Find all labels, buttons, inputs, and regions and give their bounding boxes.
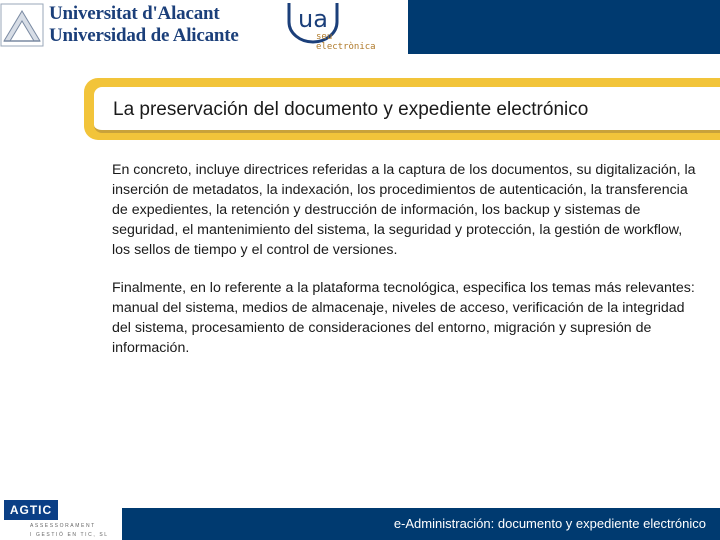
university-name-valencian: Universitat d'Alacant (49, 3, 220, 24)
slide-title: La preservación del documento y expediente electrónico (113, 99, 589, 120)
agtic-label: AGTIC (4, 500, 58, 520)
university-name (49, 3, 239, 47)
agtic-sub-line1: ASSESSORAMENT (30, 523, 96, 529)
ua-logo-text: ua (298, 5, 328, 33)
university-name-spanish: Universidad de Alicante (49, 25, 239, 46)
footer-bar (122, 508, 720, 540)
body-paragraph-2: Finalmente, en lo referente a la plataforma tecnológica, especifica los temas más relevantes: manual del sistema, medios de almacenaje, niveles de acceso, verificación de la integridad del sistema, procesamiento de consideraciones del entorno, migración y supresión de información. (112, 280, 695, 356)
agtic-subtitle (30, 522, 109, 540)
footer-text: e-Administración: documento y expediente electrónico (393, 516, 706, 531)
sede-label-line2: electrònica (316, 42, 376, 52)
header-band (408, 0, 720, 54)
agtic-sub-line2: I GESTIÓ EN TIC, SL (30, 532, 109, 538)
header (0, 0, 720, 54)
agtic-logo[interactable] (4, 500, 116, 540)
sede-electronica-logo[interactable] (283, 0, 403, 54)
sede-label-line1: seu (316, 32, 333, 42)
slide-body (112, 160, 702, 376)
sede-electronica-label (316, 32, 376, 52)
university-shield-icon (0, 3, 44, 47)
body-paragraph-1: En concreto, incluye directrices referidas a la captura de los documentos, su digitalización, la inserción de metadatos, la indexación, los procedimientos de autenticación, la transferencia de expedientes, la retención y destrucción de información, los backup y sistemas de seguridad, el mantenimiento del sistema, la seguridad y protección, la gestión de workflow, los sellos de tiempo y el control de versiones. (112, 162, 696, 258)
university-logo[interactable] (0, 0, 240, 54)
